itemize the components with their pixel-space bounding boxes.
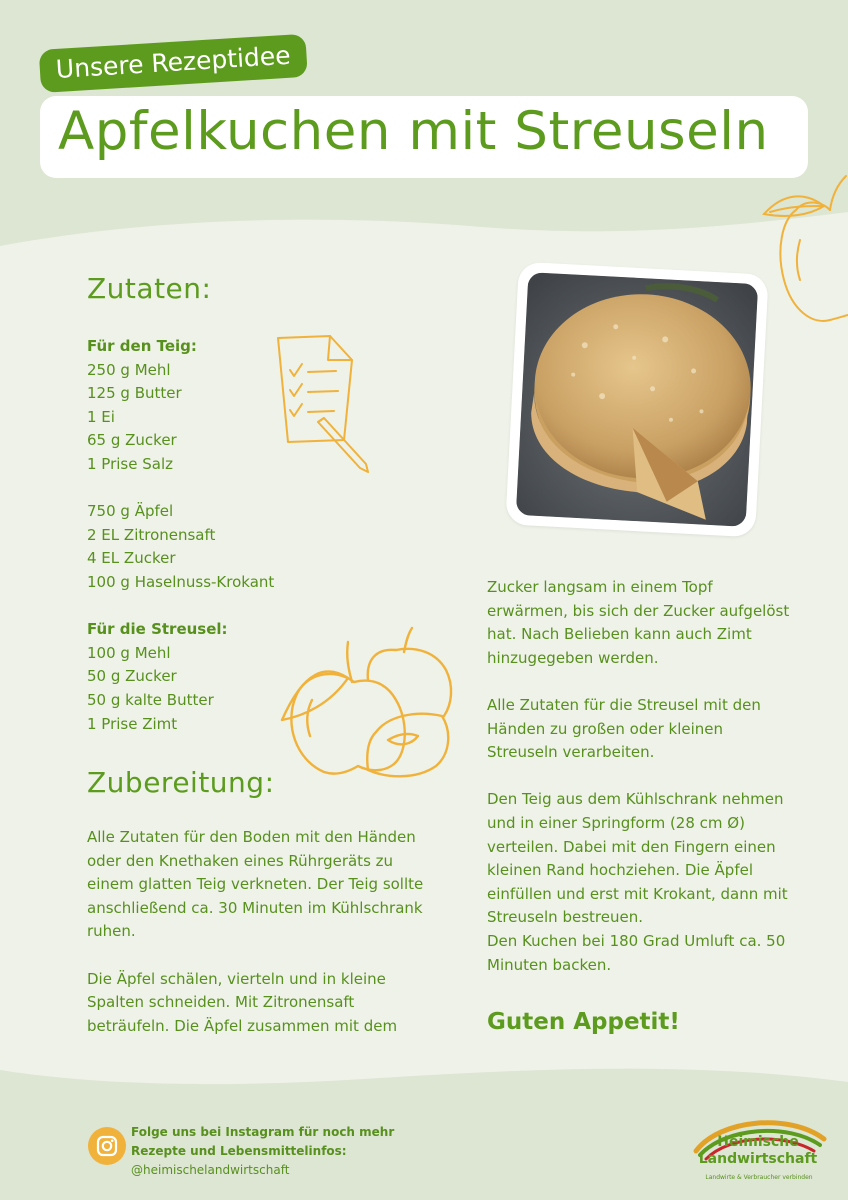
ingredients-heading: Zutaten: xyxy=(87,272,212,305)
ingredient-item: 1 Prise Zimt xyxy=(87,714,178,733)
ingredient-item: 100 g Mehl xyxy=(87,643,171,662)
closing-text: Guten Appetit! xyxy=(487,1009,680,1035)
text-line: Den Teig aus dem Kühlschrank nehmen xyxy=(487,790,784,809)
text-line: Händen zu großen oder kleinen xyxy=(487,719,723,738)
ingredient-item: 1 Ei xyxy=(87,407,115,426)
instagram-handle[interactable]: @heimischelandwirtschaft xyxy=(131,1163,290,1177)
text-line: einfüllen und erst mit Krokant, dann mit xyxy=(487,884,788,903)
instagram-line1: Folge uns bei Instagram für noch mehr xyxy=(131,1125,395,1139)
page-title: Apfelkuchen mit Streuseln xyxy=(58,101,769,162)
text-line: hat. Nach Belieben kann auch Zimt xyxy=(487,625,752,644)
text-line: Spalten schneiden. Mit Zitronensaft xyxy=(87,993,355,1012)
text-line: und in einer Springform (28 cm Ø) xyxy=(487,813,745,832)
text-line: Den Kuchen bei 180 Grad Umluft ca. 50 xyxy=(487,931,786,950)
text-line: kleinen Rand hochziehen. Die Äpfel xyxy=(487,861,754,880)
text-line: einem glatten Teig verkneten. Der Teig sollte xyxy=(87,875,424,894)
preparation-left xyxy=(87,826,423,1038)
instagram-text xyxy=(131,1123,394,1180)
ingredient-item: 2 EL Zitronensaft xyxy=(87,525,216,544)
ingredient-item: 125 g Butter xyxy=(87,384,182,403)
preparation-heading: Zubereitung: xyxy=(87,766,275,799)
preparation-right xyxy=(487,576,789,977)
dough-title: Für den Teig: xyxy=(87,337,197,355)
ingredient-item: 4 EL Zucker xyxy=(87,549,176,568)
instagram-line2: Rezepte und Lebensmittelinfos: xyxy=(131,1144,347,1158)
text-line: oder den Knethaken eines Rührgeräts zu xyxy=(87,851,394,870)
ingredient-item: 250 g Mehl xyxy=(87,360,171,379)
crumble-title: Für die Streusel: xyxy=(87,620,228,639)
text-line: beträufeln. Die Äpfel zusammen mit dem xyxy=(87,1016,398,1035)
ingredient-item: 100 g Haselnuss-Krokant xyxy=(87,572,275,591)
text-line: Streuseln verarbeiten. xyxy=(487,743,655,762)
cake-image xyxy=(516,272,758,527)
text-line: ruhen. xyxy=(87,922,136,941)
apple-outline-icon xyxy=(760,170,848,330)
ingredients-list xyxy=(87,335,274,736)
instagram-icon[interactable] xyxy=(88,1127,126,1165)
apples-illustration-icon xyxy=(276,620,456,785)
text-line: Alle Zutaten für den Boden mit den Händen xyxy=(87,828,416,846)
ingredient-item: 50 g Zucker xyxy=(87,667,177,686)
text-line: verteilen. Dabei mit den Fingern einen xyxy=(487,837,776,856)
logo-tagline: Landwirte & Verbraucher verbinden xyxy=(705,1174,813,1181)
text-line: Die Äpfel schälen, vierteln und in kleine xyxy=(87,969,386,988)
text-line: Minuten backen. xyxy=(487,955,612,974)
logo-line1: Heimische xyxy=(717,1134,799,1150)
text-line: Streuseln bestreuen. xyxy=(487,908,643,927)
text-line: anschließend ca. 30 Minuten im Kühlschrank xyxy=(87,898,423,917)
ingredient-item: 50 g kalte Butter xyxy=(87,690,214,709)
ingredient-item: 65 g Zucker xyxy=(87,431,177,450)
text-line: hinzugegeben werden. xyxy=(487,648,659,667)
cake-photo xyxy=(505,262,768,538)
ingredient-item: 750 g Äpfel xyxy=(87,502,174,521)
ingredient-item: 1 Prise Salz xyxy=(87,454,173,473)
checklist-icon xyxy=(268,330,378,480)
text-line: Zucker langsam in einem Topf xyxy=(487,578,713,596)
text-line: erwärmen, bis sich der Zucker aufgelöst xyxy=(487,601,790,620)
recipe-badge: Unsere Rezeptidee xyxy=(39,34,308,93)
text-line: Alle Zutaten für die Streusel mit den xyxy=(487,695,761,714)
logo-line2: Landwirtschaft xyxy=(698,1151,818,1167)
